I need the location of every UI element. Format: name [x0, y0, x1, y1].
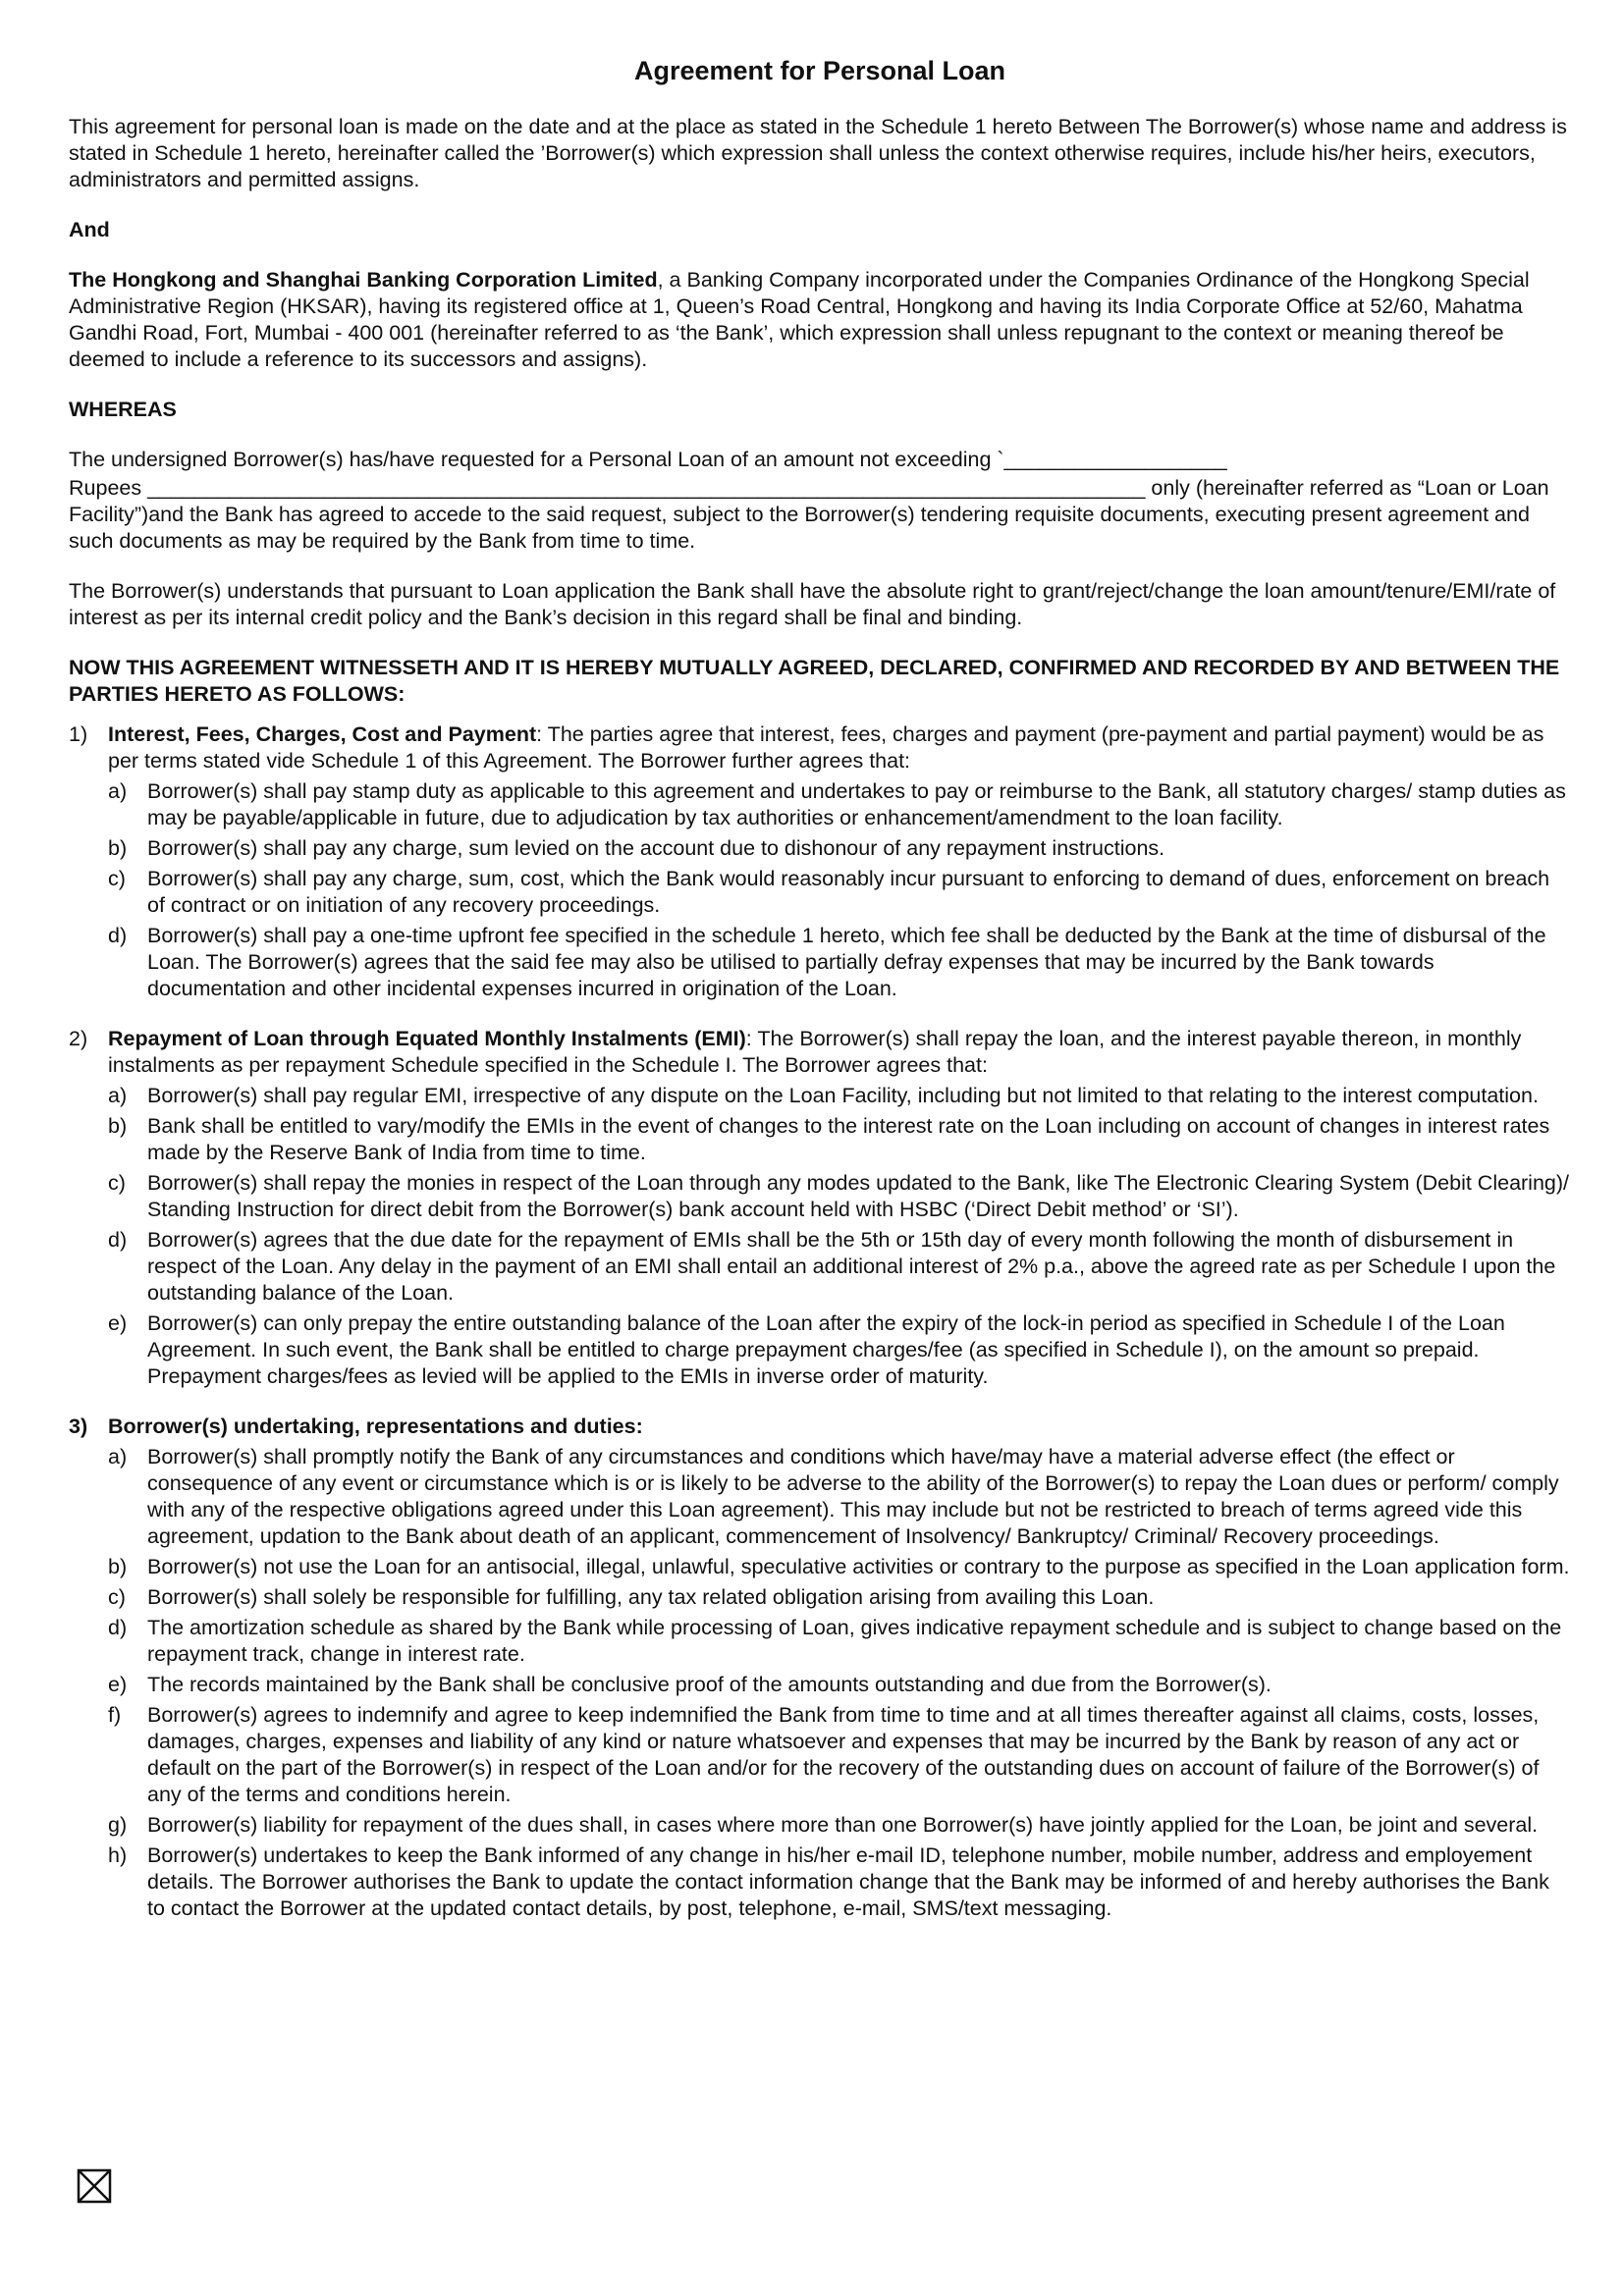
item-text: Borrower(s) shall repay the monies in respect of the Loan through any modes updated to the Bank, like The Electronic Clearing System (Debit Clearing)/ Standing Instruction for direct debit from the Borrower(s) bank account held with HSBC (‘Direct Debit method’ or ‘SI’).: [147, 1171, 1570, 1221]
item-letter: a): [108, 779, 128, 803]
witnesseth-heading: NOW THIS AGREEMENT WITNESSETH AND IT IS HEREBY MUTUALLY AGREED, DECLARED, CONFIRMED AND RECORDED BY AND BETWEEN THE PARTIES HERETO AS FOLLOWS:: [69, 656, 1560, 706]
clause-heading: Borrower(s) undertaking, representations and duties:: [108, 1415, 643, 1438]
clause-item: [108, 923, 1571, 1002]
clause-number: 1): [69, 722, 88, 746]
clause-item: [108, 1672, 1571, 1698]
clause-item: [108, 1554, 1571, 1580]
item-text: Borrower(s) liability for repayment of the dues shall, in cases where more than one Borrower(s) have jointly applied for the Loan, be joint and several.: [147, 1813, 1539, 1837]
item-letter: d): [108, 924, 128, 947]
bank-paragraph: [69, 267, 1571, 373]
clause-text: : The parties agree that interest, fees, charges and payment (pre-payment and partial payment) would be as per terms stated vide Schedule 1 of this Agreement. The Borrower further agrees that:: [108, 722, 1544, 773]
whereas-label: WHEREAS: [69, 398, 177, 421]
item-text: Borrower(s) shall solely be responsible for fulfilling, any tax related obligation arising from availing this Loan.: [147, 1585, 1155, 1609]
understanding-paragraph: The Borrower(s) understands that pursuant to Loan application the Bank shall have the absolute right to grant/reject/change the loan amount/tenure/EMI/rate of interest as per its internal credit policy and the Bank’s decision in this regard shall be final and binding.: [69, 579, 1556, 629]
item-letter: d): [108, 1228, 128, 1252]
item-letter: a): [108, 1445, 128, 1468]
loan-request-paragraph: [69, 447, 1571, 555]
clause-3: [69, 1414, 1571, 1922]
item-text: Borrower(s) shall promptly notify the Bank of any circumstances and conditions which have/may have a material adverse effect (the effect or consequence of any event or circumstance which is or is likely to be adverse to the ability of the Borrower(s) to repay the Loan dues or perform/ comply with any of the respective obligations agreed under this Loan agreement). This may include but not be restricted to breach of terms agreed vide this agreement, updation to the Bank about death of an applicant, commencement of Insolvency/ Bankruptcy/ Criminal/ Recovery proceedings.: [147, 1445, 1559, 1548]
item-letter: c): [108, 1171, 126, 1195]
clause-item: [108, 1113, 1571, 1166]
document-title: Agreement for Personal Loan: [633, 56, 1006, 85]
item-letter: e): [108, 1311, 128, 1335]
item-letter: f): [108, 1703, 122, 1727]
item-text: Borrower(s) shall pay any charge, sum levied on the account due to dishonour of any repayment instructions.: [147, 836, 1165, 860]
item-text: Borrower(s) shall pay any charge, sum, cost, which the Bank would reasonably incur pursuant to enforcing to demand of dues, enforcement on breach of contract or on initiation of any recovery proceedings.: [147, 867, 1550, 917]
clause-item: [108, 1584, 1571, 1611]
clause-2: [69, 1026, 1571, 1390]
item-letter: b): [108, 1555, 128, 1578]
bank-description: , a Banking Company incorporated under the Companies Ordinance of the Hongkong Special Administrative Region (HKSAR), having its registered office at 1, Queen’s Road Central, Hongkong and having its India Corporate Office at 52/60, Mahatma Gandhi Road, Fort, Mumbai - 400 001 (hereinafter referred to as ‘the Bank’, which expression shall unless repugnant to the context or meaning thereof be deemed to include a reference to its successors and assigns).: [69, 268, 1530, 371]
item-letter: g): [108, 1813, 128, 1837]
item-letter: c): [108, 867, 126, 890]
clause-heading: Repayment of Loan through Equated Monthly Instalments (EMI): [108, 1027, 746, 1050]
loan-rupees-line: Rupees _____________________________________________________________________________________ only (hereinafter referred as “Loan or Loan Facility”)and the Bank has agreed to accede to the said request, subject to the Borrower(s) tendering requisite documents, executing present agreement and such documents as may be required by the Bank from time to time.: [69, 476, 1549, 553]
clause-intro: [108, 721, 1571, 774]
clause-item: [108, 1702, 1571, 1808]
clause-items: [108, 778, 1571, 1002]
clause-item: [108, 1812, 1571, 1839]
bank-name: The Hongkong and Shanghai Banking Corporation Limited: [69, 268, 658, 292]
document-page: [69, 54, 1571, 1922]
item-text: Borrower(s) agrees that the due date for the repayment of EMIs shall be the 5th or 15th day of every month following the month of disbursement in respect of the Loan. Any delay in the payment of an EMI shall entail an additional interest of 2% p.a., above the agreed rate as per Schedule I upon the outstanding balance of the Loan.: [147, 1228, 1556, 1305]
clause-item: [108, 835, 1571, 862]
intro-paragraph: This agreement for personal loan is made on the date and at the place as stated in the Schedule 1 hereto Between The Borrower(s) whose name and address is stated in Schedule 1 hereto, hereinafter called the ’Borrower(s) which expression shall unless the context otherwise requires, include his/her heirs, executors, administrators and permitted assigns.: [69, 115, 1567, 191]
clause-item: [108, 1310, 1571, 1390]
item-letter: b): [108, 836, 128, 860]
clause-heading: Interest, Fees, Charges, Cost and Payment: [108, 722, 537, 746]
clause-items: [108, 1083, 1571, 1390]
item-text: Borrower(s) shall pay regular EMI, irrespective of any dispute on the Loan Facility, including but not limited to that relating to the interest computation.: [147, 1084, 1539, 1107]
item-letter: e): [108, 1673, 128, 1696]
item-text: Bank shall be entitled to vary/modify the EMIs in the event of changes to the interest rate on the Loan including on account of changes in interest rates made by the Reserve Bank of India from time to time.: [147, 1114, 1550, 1164]
clause-item: [108, 1083, 1571, 1109]
clause-intro: [108, 1026, 1571, 1079]
item-text: Borrower(s) not use the Loan for an antisocial, illegal, unlawful, speculative activities or contrary to the purpose as specified in the Loan application form.: [147, 1555, 1570, 1578]
clause-item: [108, 778, 1571, 831]
checked-box-icon: [77, 2168, 112, 2204]
item-text: The amortization schedule as shared by the Bank while processing of Loan, gives indicative repayment schedule and is subject to change based on the repayment track, change in interest rate.: [147, 1616, 1562, 1666]
item-text: Borrower(s) can only prepay the entire outstanding balance of the Loan after the expiry of the lock-in period as specified in Schedule I of the Loan Agreement. In such event, the Bank shall be entitled to charge prepayment charges/fee (as specified in Schedule I), on the amount so prepaid. Prepayment charges/fees as levied will be applied to the EMIs in inverse order of maturity.: [147, 1311, 1505, 1388]
clause-item: [108, 1615, 1571, 1668]
clause-item: [108, 1842, 1571, 1922]
clause-item: [108, 866, 1571, 919]
clause-item: [108, 1170, 1571, 1223]
clause-1: [69, 721, 1571, 1002]
clauses-list: [69, 721, 1571, 1922]
clause-item: [108, 1227, 1571, 1307]
item-text: The records maintained by the Bank shall be conclusive proof of the amounts outstanding and due from the Borrower(s).: [147, 1673, 1272, 1696]
item-text: Borrower(s) shall pay stamp duty as applicable to this agreement and undertakes to pay or reimburse to the Bank, all statutory charges/ stamp duties as may be payable/applicable in future, due to adjudication by tax authorities or enhancement/amendment to the loan facility.: [147, 779, 1566, 829]
clause-number: 3): [69, 1415, 88, 1438]
item-letter: b): [108, 1114, 128, 1138]
clause-number: 2): [69, 1027, 88, 1050]
item-letter: a): [108, 1084, 128, 1107]
item-text: Borrower(s) undertakes to keep the Bank informed of any change in his/her e-mail ID, telephone number, mobile number, address and employement details. The Borrower authorises the Bank to update the contact information change that the Bank may be informed of and hereby authorises the Bank to contact the Borrower at the updated contact details, by post, telephone, e-mail, SMS/text messaging.: [147, 1843, 1549, 1920]
loan-amount-line: The undersigned Borrower(s) has/have requested for a Personal Loan of an amount not exceeding `___________________: [69, 448, 1227, 471]
item-letter: d): [108, 1616, 128, 1639]
item-letter: c): [108, 1585, 126, 1609]
clause-intro: [108, 1414, 1571, 1440]
item-text: Borrower(s) agrees to indemnify and agree to keep indemnified the Bank from time to time and at all times thereafter against all claims, costs, losses, damages, charges, expenses and liability of any kind or nature whatsoever and expenses that may be incurred by the Bank by reason of any act or default on the part of the Borrower(s) in respect of the Loan and/or for the recovery of the outstanding dues on account of failure of the Borrower(s) of any of the terms and conditions herein.: [147, 1703, 1540, 1806]
item-text: Borrower(s) shall pay a one-time upfront fee specified in the schedule 1 hereto, which fee shall be deducted by the Bank at the time of disbursal of the Loan. The Borrower(s) agrees that the said fee may also be utilised to partially defray expenses that may be incurred by the Bank towards documentation and other incidental expenses incurred in origination of the Loan.: [147, 924, 1546, 1000]
item-letter: h): [108, 1843, 128, 1867]
and-label: And: [69, 218, 110, 241]
clause-item: [108, 1444, 1571, 1550]
clause-text: : The Borrower(s) shall repay the loan, and the interest payable thereon, in monthly instalments as per repayment Schedule specified in the Schedule I. The Borrower agrees that:: [108, 1027, 1522, 1077]
clause-items: [108, 1444, 1571, 1922]
